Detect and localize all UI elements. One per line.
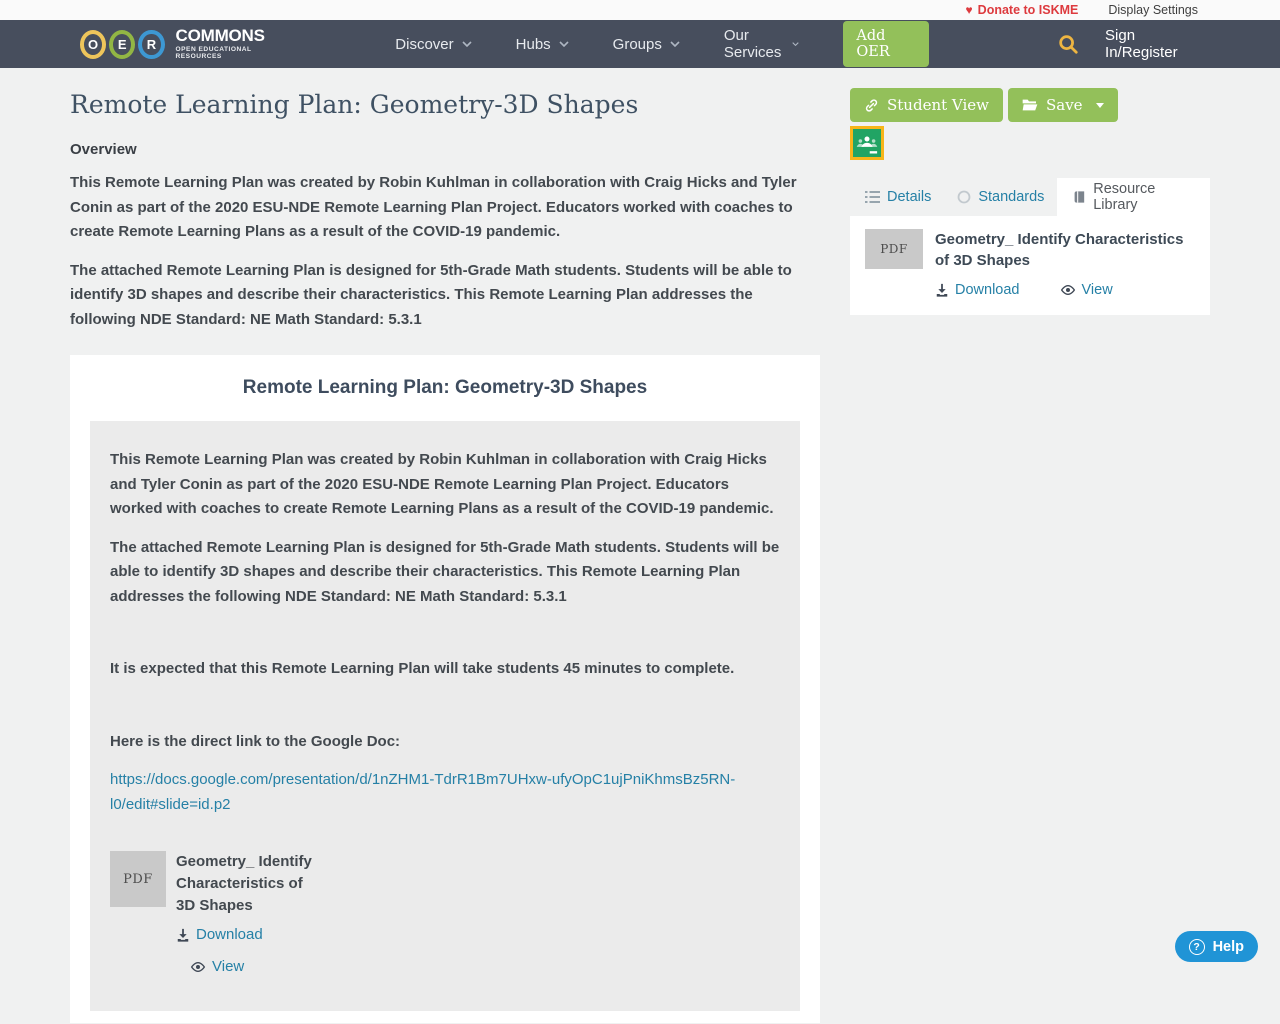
embed-paragraph-2: The attached Remote Learning Plan is designed for 5th-Grade Math students. Students will be able to identify 3D shapes and describe their characteristics. This Remote Learning Plan addresses the following NDE Standard: NE Math Standard: 5.3.1	[110, 538, 780, 605]
download-icon	[176, 928, 190, 942]
resource-sidebar	[850, 88, 1210, 1023]
search-icon	[1057, 33, 1079, 55]
logo-text: COMMONS OPEN EDUCATIONAL RESOURCES	[175, 26, 265, 60]
student-view-button[interactable]: Student View	[850, 88, 1003, 122]
resource-download-link[interactable]: Download	[935, 282, 1020, 298]
menu-item-our-services[interactable]: Our Services	[724, 27, 800, 61]
embed-paragraph-1: This Remote Learning Plan was created by Robin Kuhlman in collaboration with Craig Hicks and Tyler Conin as part of the 2020 ESU-NDE Remote Learning Plan Project. Educators worked with coaches to create Remote Learning Plans as a result of the COVID-19 pandemic.	[110, 451, 774, 517]
pdf-thumbnail[interactable]: PDF	[110, 851, 166, 907]
chevron-down-icon	[670, 41, 680, 47]
link-icon	[864, 98, 879, 113]
caret-down-icon	[1096, 103, 1104, 108]
content-column	[70, 88, 820, 1023]
page-title: Remote Learning Plan: Geometry-3D Shapes	[70, 90, 639, 119]
overview-paragraph-1: This Remote Learning Plan was created by Robin Kuhlman in collaboration with Craig Hicks and Tyler Conin as part of the 2020 ESU-NDE Remote Learning Plan Project. Educators worked with coaches to create Remote Learning Plans as a result of the COVID-19 pandemic.	[70, 174, 797, 240]
menu-item-hubs[interactable]: Hubs	[516, 27, 569, 61]
add-oer-button[interactable]: Add OER	[843, 21, 929, 67]
menu-item-discover[interactable]: Discover	[395, 27, 471, 61]
tab-resource-library[interactable]: Resource Library	[1057, 178, 1210, 216]
folder-icon	[1022, 98, 1038, 112]
menu-item-groups[interactable]: Groups	[613, 27, 680, 61]
attachment-view-link[interactable]: View	[190, 958, 326, 975]
resource-library-panel	[850, 216, 1210, 315]
tab-standards[interactable]: Standards	[944, 178, 1057, 216]
attachment-download-link[interactable]: Download	[176, 926, 326, 943]
embed-paragraph-4: Here is the direct link to the Google Doc:	[110, 732, 401, 750]
main-menu	[395, 27, 799, 61]
pdf-attachment	[110, 851, 780, 975]
attachment-title: Geometry_ Identify Characteristics of 3D Shapes	[176, 853, 312, 914]
heart-icon: ♥	[965, 3, 973, 17]
download-icon	[935, 283, 949, 297]
google-classroom-button[interactable]	[850, 126, 884, 160]
resource-title: Geometry_ Identify Characteristics of 3D Shapes	[935, 231, 1184, 269]
display-settings-link[interactable]: Display Settings	[1108, 3, 1198, 17]
resource-row	[865, 229, 1195, 298]
oer-commons-logo[interactable]	[80, 27, 283, 60]
eye-icon	[1060, 284, 1076, 296]
overview-heading: Overview	[70, 141, 137, 158]
google-classroom-icon	[853, 129, 881, 157]
donate-label: Donate to ISKME	[977, 3, 1079, 17]
eye-icon	[190, 961, 206, 973]
embedded-resource-title: Remote Learning Plan: Geometry-3D Shapes	[242, 377, 648, 398]
help-button[interactable]: ? Help	[1175, 931, 1258, 962]
logo-circle-e: E	[109, 30, 135, 59]
google-doc-link[interactable]: https://docs.google.com/presentation/d/1nZHM1-TdrR1Bm7UHxw-ufyOpC1ujPniKhmsBz5RN-l0/edit#slide=id.p2	[110, 771, 736, 813]
utility-bar	[0, 0, 1280, 20]
pdf-thumbnail[interactable]: PDF	[865, 229, 923, 269]
page-body	[0, 68, 1280, 1023]
chevron-down-icon	[462, 41, 472, 47]
chevron-down-icon	[559, 41, 569, 47]
book-icon	[1073, 190, 1086, 204]
logo-circle-o: O	[80, 30, 106, 59]
chevron-down-icon	[792, 41, 799, 47]
circle-icon	[957, 190, 971, 204]
embedded-resource-card	[70, 355, 820, 1023]
embedded-resource-body	[90, 421, 800, 1011]
search-button[interactable]	[1057, 33, 1079, 55]
overview-paragraph-2: The attached Remote Learning Plan is designed for 5th-Grade Math students. Students will be able to identify 3D shapes and describe their characteristics. This Remote Learning Plan addresses the following NDE Standard: NE Math Standard: 5.3.1	[70, 261, 792, 328]
main-navbar	[0, 20, 1280, 68]
question-circle-icon: ?	[1189, 939, 1205, 955]
save-button[interactable]: Save	[1008, 88, 1118, 122]
tab-details[interactable]: Details	[852, 178, 944, 216]
sign-in-register-link[interactable]: Sign In/Register	[1105, 27, 1178, 61]
embed-paragraph-3: It is expected that this Remote Learning Plan will take students 45 minutes to complete.	[110, 660, 735, 677]
resource-view-link[interactable]: View	[1060, 282, 1113, 298]
sidebar-tabs	[850, 178, 1210, 216]
list-icon	[865, 191, 880, 203]
logo-circle-r: R	[138, 30, 164, 59]
donate-link[interactable]	[966, 3, 1079, 17]
